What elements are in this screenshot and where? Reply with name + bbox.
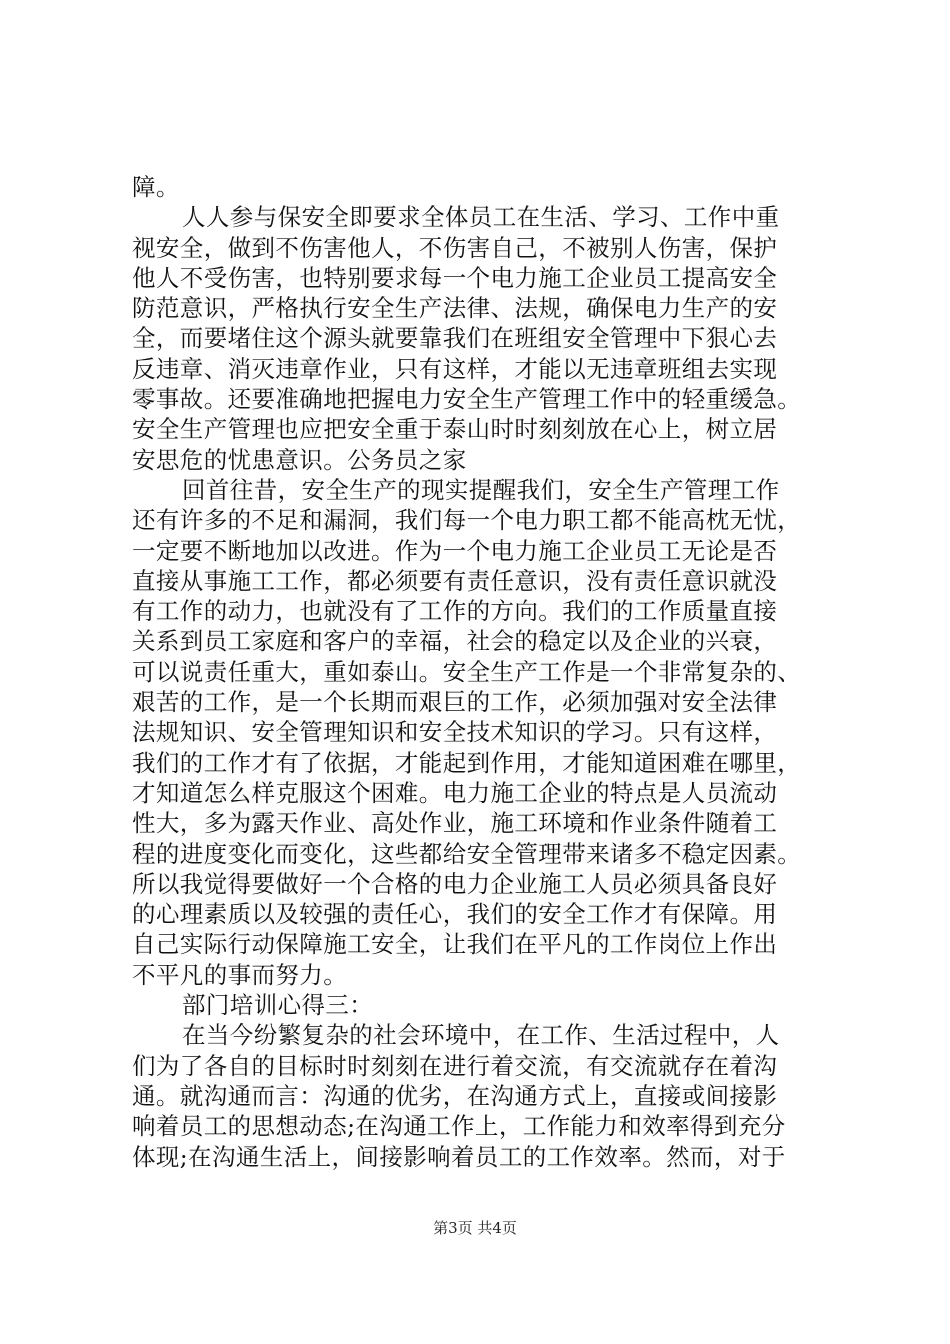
paragraph bbox=[132, 1020, 832, 1171]
page-footer: 第3页 共4页 bbox=[433, 1219, 517, 1237]
text-line: 障。 bbox=[132, 173, 180, 201]
text-line: 在当今纷繁复杂的社会环境中，在工作、生活过程中，人 bbox=[182, 1021, 780, 1050]
text-line: 一定要不断地加以改进。作为一个电力施工企业员工无论是否 bbox=[132, 536, 778, 565]
text-line: 的心理素质以及较强的责任心，我们的安全工作才有保障。用 bbox=[132, 900, 778, 929]
text-line: 体现;在沟通生活上，间接影响着员工的工作效率。然而，对于 bbox=[132, 1142, 786, 1171]
text-line: 全，而要堵住这个源头就要靠我们在班组安全管理中下狠心去 bbox=[132, 324, 778, 353]
paragraph bbox=[132, 990, 832, 1020]
paragraph bbox=[132, 475, 832, 990]
text-line: 自己实际行动保障施工安全，让我们在平凡的工作岗位上作出 bbox=[132, 930, 778, 959]
text-line: 可以说责任重大，重如泰山。安全生产工作是一个非常复杂的、 bbox=[132, 657, 802, 686]
text-line: 还有许多的不足和漏洞，我们每一个电力职工都不能高枕无忧， bbox=[132, 506, 802, 535]
text-line: 反违章、消灭违章作业，只有这样，才能以无违章班组去实现 bbox=[132, 354, 778, 383]
text-line: 们为了各自的目标时时刻刻在进行着交流，有交流就存在着沟 bbox=[132, 1051, 778, 1080]
text-line: 我们的工作才有了依据，才能起到作用，才能知道困难在哪里， bbox=[132, 748, 802, 777]
text-line: 部门培训心得三： bbox=[182, 991, 374, 1020]
text-line: 所以我觉得要做好一个合格的电力企业施工人员必须具备良好 bbox=[132, 869, 778, 898]
text-line: 艰苦的工作，是一个长期而艰巨的工作，必须加强对安全法律 bbox=[132, 688, 778, 717]
text-line: 安思危的忧患意识。公务员之家 bbox=[132, 445, 467, 474]
text-line: 性大，多为露天作业、高处作业，施工环境和作业条件随着工 bbox=[132, 809, 778, 838]
paragraph bbox=[132, 172, 832, 202]
text-line: 他人不受伤害，也特别要求每一个电力施工企业员工提高安全 bbox=[132, 263, 778, 292]
text-line: 通。就沟通而言：沟通的优劣，在沟通方式上，直接或间接影 bbox=[132, 1081, 778, 1110]
text-line: 零事故。还要准确地把握电力安全生产管理工作中的轻重缓急。 bbox=[132, 385, 802, 414]
text-line: 人人参与保安全即要求全体员工在生活、学习、工作中重 bbox=[182, 203, 780, 232]
text-line: 防范意识，严格执行安全生产法律、法规，确保电力生产的安 bbox=[132, 294, 778, 323]
text-line: 有工作的动力，也就没有了工作的方向。我们的工作质量直接 bbox=[132, 597, 778, 626]
text-line: 安全生产管理也应把安全重于泰山时时刻刻放在心上，树立居 bbox=[132, 415, 778, 444]
text-line: 关系到员工家庭和客户的幸福，社会的稳定以及企业的兴衰， bbox=[132, 627, 778, 656]
text-line: 直接从事施工工作，都必须要有责任意识，没有责任意识就没 bbox=[132, 566, 778, 595]
text-line: 不平凡的事而努力。 bbox=[132, 960, 348, 989]
text-line: 法规知识、安全管理知识和安全技术知识的学习。只有这样， bbox=[132, 718, 778, 747]
text-line: 视安全，做到不伤害他人，不伤害自己，不被别人伤害，保护 bbox=[132, 233, 778, 262]
document-body bbox=[132, 172, 832, 1172]
text-line: 响着员工的思想动态;在沟通工作上，工作能力和效率得到充分 bbox=[132, 1112, 786, 1141]
paragraph bbox=[132, 202, 832, 475]
text-line: 程的进度变化而变化，这些都给安全管理带来诸多不稳定因素。 bbox=[132, 839, 802, 868]
text-line: 才知道怎么样克服这个困难。电力施工企业的特点是人员流动 bbox=[132, 778, 778, 807]
text-line: 回首往昔，安全生产的现实提醒我们，安全生产管理工作 bbox=[182, 475, 780, 504]
